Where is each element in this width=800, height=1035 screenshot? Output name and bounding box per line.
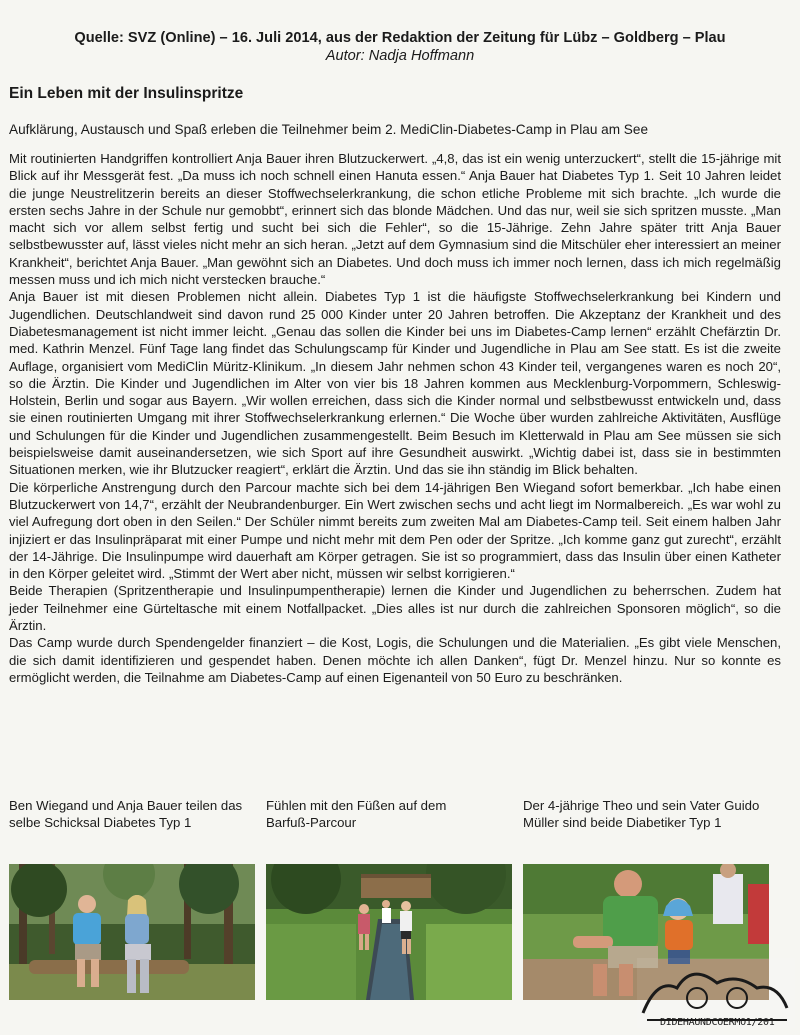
photo-barefoot-parcour <box>266 864 512 1000</box>
article-body <box>9 150 781 686</box>
photo-caption-3: Der 4-jährige Theo und sein Vater Guido Müller sind beide Diabetiker Typ 1 <box>523 798 760 830</box>
author-line: Autor: Nadja Hoffmann <box>325 48 475 64</box>
article-lead: Aufklärung, Austausch und Spaß erleben die Teilnehmer beim 2. MediClin-Diabetes-Camp in Plau am See <box>9 122 648 137</box>
photo-ben-and-anja <box>9 864 255 1000</box>
photo-caption-1: Ben Wiegand und Anja Bauer teilen das selbe Schicksal Diabetes Typ 1 <box>9 798 243 830</box>
photo-caption-2: Fühlen mit den Füßen auf dem Barfuß-Parcour <box>266 798 447 830</box>
paragraph: Die körperliche Anstrengung durch den Parcour machte sich bei dem 14-jährigen Ben Wiegand sofort bemerkbar. „Ich habe einen Blutzuckerwert von 14,7“, erzählt der Neubrandenburger. Ein Wert zwischen sechs und acht liegt im Normalbereich. „Es war wohl zu viel Aufregung dort oben in den Seilen.“ Der Schüler nimmt bereits zum zweiten Mal am Diabetes-Camp teil. Seit einem halben Jahr injiziert er das Insulinpräparat mit einer Pumpe und nicht mehr mit dem Pen oder der Spritze. „Ich komme ganz gut zurecht“, erzählt der 14-Jährige. Die Insulinpumpe wird dauerhaft am Körper getragen. Sie ist so programmiert, dass das Insulin über einen Katheter in den Körper geleitet wird. „Stimmt der Wert aber nicht, müssen wir selbst korrigieren.“ <box>9 479 781 582</box>
article-title: Ein Leben mit der Insulinspritze <box>9 85 244 102</box>
paragraph: Mit routinierten Handgriffen kontrolliert Anja Bauer ihren Blutzuckerwert. „4,8, das ist ein wenig unterzuckert“, stellt die 15-jährige mit Blick auf ihr Messgerät fest. „Da muss ich noch schnell einen Hanuta essen.“ Anja Bauer hat Diabetes Typ 1. Seit 10 Jahren leidet die junge Neustrelitzerin bereits an dieser Stoffwechselerkrankung, die schon etliche Probleme mit sich brachte. „Ich wurde die ersten sechs Jahre in der Schule nur gemobbt“, erinnert sich das blonde Mädchen. Und das nur, weil sie sich spritzen musste. „Man macht sich vor allem selbst fertig und sucht bei sich die Fehler“, so die 15-Jährige. Zehn Jahre später tritt Anja Bauer selbstbewusster auf, lässt vieles nicht mehr an sich heran. „Jetzt auf dem Gymnasium sind die Mitschüler eher interessiert an meiner Krankheit“, berichtet Anja Bauer. „Man gewöhnt sich an Diabetes. Und doch muss ich immer noch lernen, dass ich mich regelmäßig messen muss und ich mich nicht verstecken brauche.“ <box>9 151 781 288</box>
source-line: Quelle: SVZ (Online) – 16. Juli 2014, aus der Redaktion der Zeitung für Lübz – Goldberg – Plau <box>74 30 726 46</box>
paragraph: Anja Bauer ist mit diesen Problemen nicht allein. Diabetes Typ 1 ist die häufigste Stoffwechselerkrankung bei Kindern und Jugendlichen. Deutschlandweit sind davon rund 25 000 Kinder unter 20 Jahren betroffen. Die Akzeptanz der Krankheit und des Diabetesmanagement ist nicht immer leicht. „Genau das sollen die Kinder bei uns im Diabetes-Camp lernen“ erzählt Chefärztin Dr. med. Kathrin Menzel. Fünf Tage lang findet das Schulungscamp für Kinder und Jugendliche in Plau am See statt. Es ist die zweite Auflage, organisiert vom MediClin Müritz-Klinikum. „In diesem Jahr nehmen schon 43 Kinder teil, vergangenes waren es noch 20“, so die Ärztin. Die Kinder und Jugendlichen im Alter von vier bis 18 Jahren kommen aus Mecklenburg-Vorpommern, Schleswig-Holstein, Berlin und sogar aus Bayern. „Wir wollen erreichen, dass sich die Kinder normal und selbstbewusst entwickeln und, dass sie einen routinierten Umgang mit ihrer Stoffwechselerkrankung erlernen.“ Die Woche über wurden zahlreiche Aktivitäten, Ausflüge und Schulungen für die Kinder und Jugendlichen zusammengestellt. Beim Besuch im Kletterwald in Plau am See müssen sie sich beispielsweise damit auseinandersetzen, wie sich Sport auf ihre Gesundheit auswirkt. „Wichtig dabei ist, dass sie in bestimmten Situationen merken, wie ihr Blutzucker reagiert“, erklärt die Ärztin. Und das sie ihn ständig im Blick behalten. <box>9 289 781 478</box>
paragraph: Beide Therapien (Spritzentherapie und Insulinpumpentherapie) lernen die Kinder und Jugendlichen zu beherrschen. Zudem hat jeder Teilnehmer eine Gürteltasche mit einem Notfallpacket. „Dies alles ist nur durch die zahlreichen Sponsoren möglich“, so die Ärztin. <box>9 583 781 634</box>
footer-label: DIDEHAUNDCOERMO1/201 <box>660 1017 775 1028</box>
paragraph: Das Camp wurde durch Spendengelder finanziert – die Kost, Logis, die Schulungen und die Materialien. „Es gibt viele Menschen, die sich damit identifizieren und gespendet haben. Denen möchte ich allen Danken“, fügt Dr. Menzel hinzu. Nur so konnte es ermöglicht werden, die Teilnahme am Diabetes-Camp auf einen Eigenanteil von 50 Euro zu beschränken. <box>9 635 781 685</box>
